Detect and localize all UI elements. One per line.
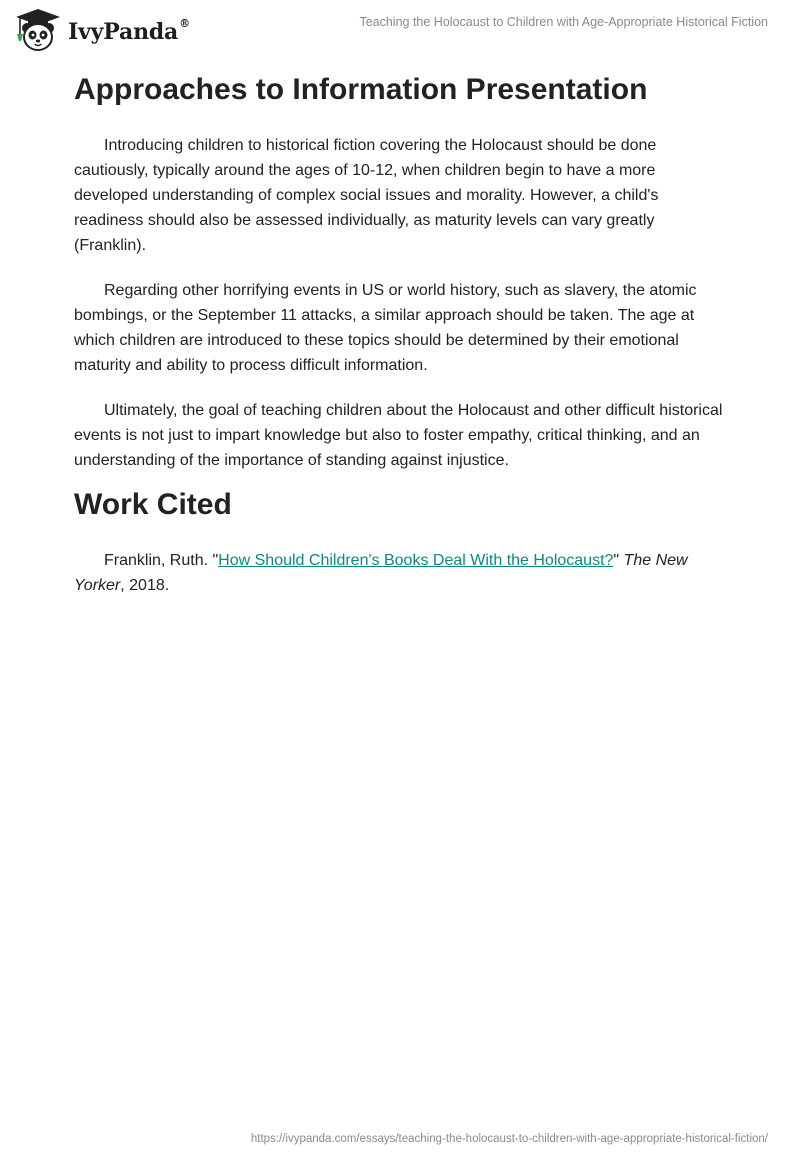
document-title: Teaching the Holocaust to Children with Age-Appropriate Historical Fiction xyxy=(359,15,768,29)
registered-mark: ® xyxy=(179,17,190,30)
citation-publication: The New Yorker xyxy=(74,552,688,594)
brand-name: IvyPanda® xyxy=(68,17,190,45)
citation-author: Franklin, Ruth. " xyxy=(104,552,219,569)
essay-content xyxy=(74,70,724,598)
page-footer-url: https://ivypanda.com/essays/teaching-the-holocaust-to-children-with-age-appropriate-historical-fiction/ xyxy=(250,1133,768,1145)
section-heading-approaches: Approaches to Information Presentation xyxy=(74,73,648,106)
citation-quote-close: " xyxy=(613,552,624,569)
panda-graduate-icon xyxy=(14,8,62,52)
paragraph-3: Ultimately, the goal of teaching children about the Holocaust and other difficult historical events is not just to impart knowledge but also to foster empathy, critical thinking, and an understanding of the importance of standing against injustice. xyxy=(74,402,723,469)
citation-year: , 2018. xyxy=(120,577,170,594)
paragraph-1: Introducing children to historical fiction covering the Holocaust should be done cautiously, typically around the ages of 10-12, when children begin to have a more developed understanding of complex social issues and morality. However, a child's readiness should also be assessed individually, as maturity levels can vary greatly (Franklin). xyxy=(74,137,659,254)
citation-entry xyxy=(74,548,724,598)
section-heading-work-cited: Work Cited xyxy=(74,488,232,521)
page-header xyxy=(0,0,800,60)
paragraph-2: Regarding other horrifying events in US or world history, such as slavery, the atomic bombings, or the September 11 attacks, a similar approach should be taken. The age at which children are introduced to these topics should be determined by their emotional maturity and ability to process difficult information. xyxy=(74,282,697,374)
citation-link[interactable]: How Should Children's Books Deal With the Holocaust? xyxy=(218,552,614,569)
brand-logo[interactable] xyxy=(14,8,190,52)
